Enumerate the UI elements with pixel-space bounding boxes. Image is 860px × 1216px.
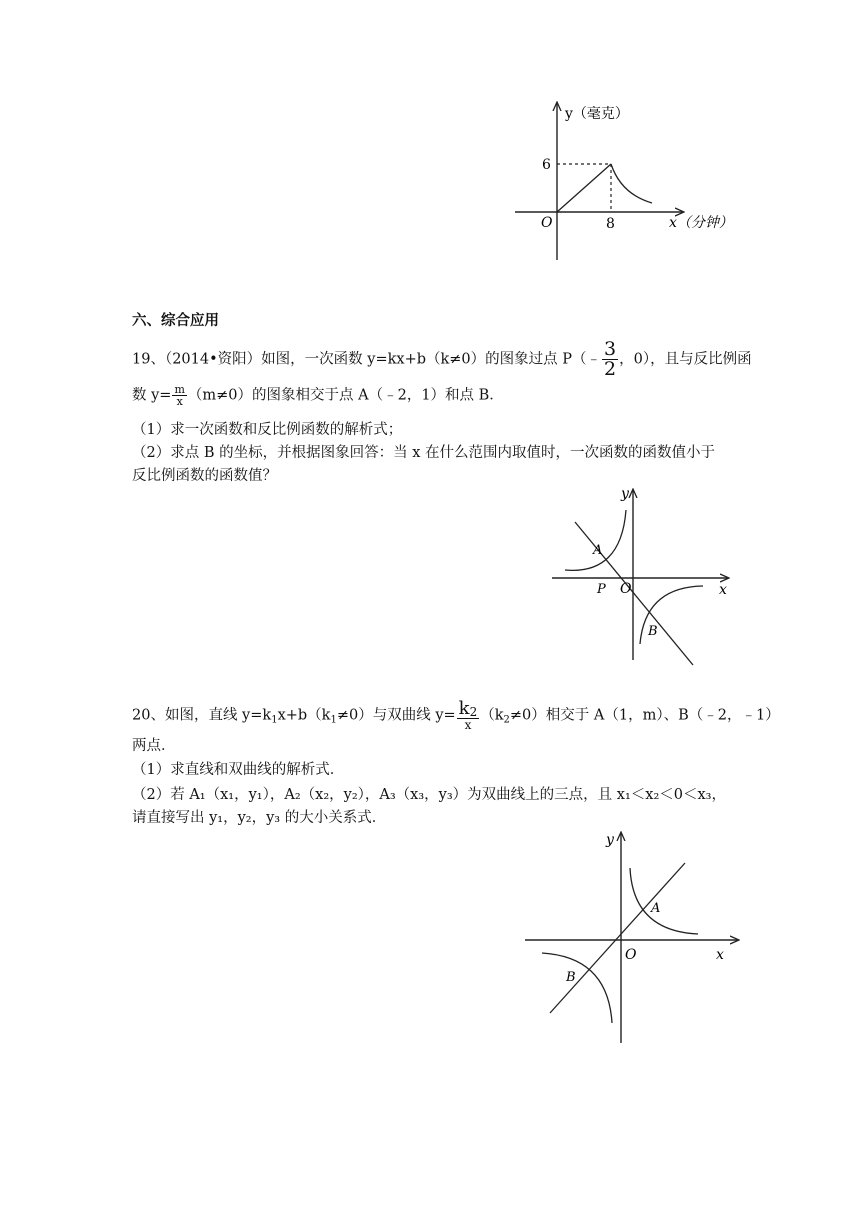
origin-label: O: [625, 947, 637, 963]
figure-3-graph: [520, 823, 745, 1048]
q19-text-2a: 数 y=: [132, 387, 172, 404]
q20-part-1: （1）求直线和双曲线的解析式．: [132, 762, 345, 778]
point-b-label: B: [566, 970, 576, 985]
q20-line-1: [132, 700, 780, 731]
fraction-numerator-subscript: 2: [469, 705, 478, 719]
fraction-denominator: x: [457, 718, 480, 731]
subscript: 1: [271, 714, 278, 726]
y-axis-label: y（毫克）: [565, 106, 629, 122]
q20-text-1e: ≠0）相交于 A（1，m）、B（﹣2，﹣1）: [509, 707, 780, 724]
q19-text-2b: （m≠0）的图象相交于点 A（﹣2，1）和点 B．: [187, 387, 504, 404]
point-a-label: A: [651, 901, 661, 916]
x-axis-label: x: [719, 582, 727, 598]
fraction-numerator: 3: [604, 338, 617, 360]
q19-part-1: （1）求一次函数和反比例函数的解析式；: [132, 422, 403, 438]
fraction-denominator: 2: [604, 358, 617, 380]
section-heading: 六、综合应用: [132, 312, 219, 329]
hyperbola-branch-upper-left: [565, 510, 626, 570]
q20-line-2: 两点．: [132, 738, 176, 754]
straight-line: [550, 863, 685, 1013]
q19-text-1a: 19、（2014•资阳）如图，一次函数 y=kx+b（k≠0）的图象过点 P（﹣: [132, 351, 602, 368]
y-axis-label: y: [621, 486, 629, 502]
q20-text-1b: x+b（k: [277, 707, 331, 724]
rising-segment: [557, 164, 611, 212]
fraction-numerator: m: [174, 383, 185, 396]
fraction-denominator: x: [172, 395, 186, 407]
x-axis-label: x（分钟）: [669, 215, 733, 231]
q19-text-1b: ，0），且与反比例函: [619, 351, 752, 368]
x-tick-label: 8: [606, 216, 615, 232]
x-axis-label: x: [716, 947, 724, 963]
point-p-label: P: [597, 582, 606, 597]
q20-part-2-cont: 请直接写出 y₁，y₂，y₃ 的大小关系式．: [132, 810, 387, 826]
hyperbola-branch-lower-left: [542, 953, 612, 1023]
point-b-label: B: [648, 624, 658, 639]
hyperbola-branch-upper-right: [630, 868, 698, 934]
origin-label: O: [541, 215, 553, 231]
fraction-numerator: k: [458, 698, 470, 719]
subscript: 1: [330, 714, 337, 726]
q20-part-2: （2）若 A₁（x₁，y₁），A₂（x₂，y₂），A₃（x₃，y₃）为双曲线上的三点，且 x₁＜x₂＜0＜x₃，: [132, 787, 726, 803]
decay-curve: [611, 164, 652, 203]
q19-fraction-p: [602, 340, 618, 379]
q19-part-2-cont: 反比例函数的函数值？: [132, 468, 277, 484]
q19-line-2: [132, 384, 504, 407]
y-axis-label: y: [606, 832, 614, 848]
figure-1-graph: [505, 95, 755, 265]
q20-text-1a: 20、如图，直线 y=k: [132, 707, 272, 724]
point-a-label: A: [593, 543, 603, 558]
q19-line-1: [132, 340, 752, 379]
q19-fraction-m-over-x: [172, 384, 186, 407]
subscript: 2: [503, 714, 510, 726]
q20-text-1c: ≠0）与双曲线 y=: [336, 707, 456, 724]
y-tick-label: 6: [542, 157, 551, 173]
q20-text-1d: （k: [480, 707, 504, 724]
figure-2-graph: [545, 482, 745, 667]
q20-fraction-k2-over-x: [457, 700, 480, 731]
q19-part-2: （2）求点 B 的坐标，并根据图象回答：当 x 在什么范围内取值时，一次函数的函数值小于: [132, 445, 715, 461]
origin-label: O: [620, 581, 632, 597]
